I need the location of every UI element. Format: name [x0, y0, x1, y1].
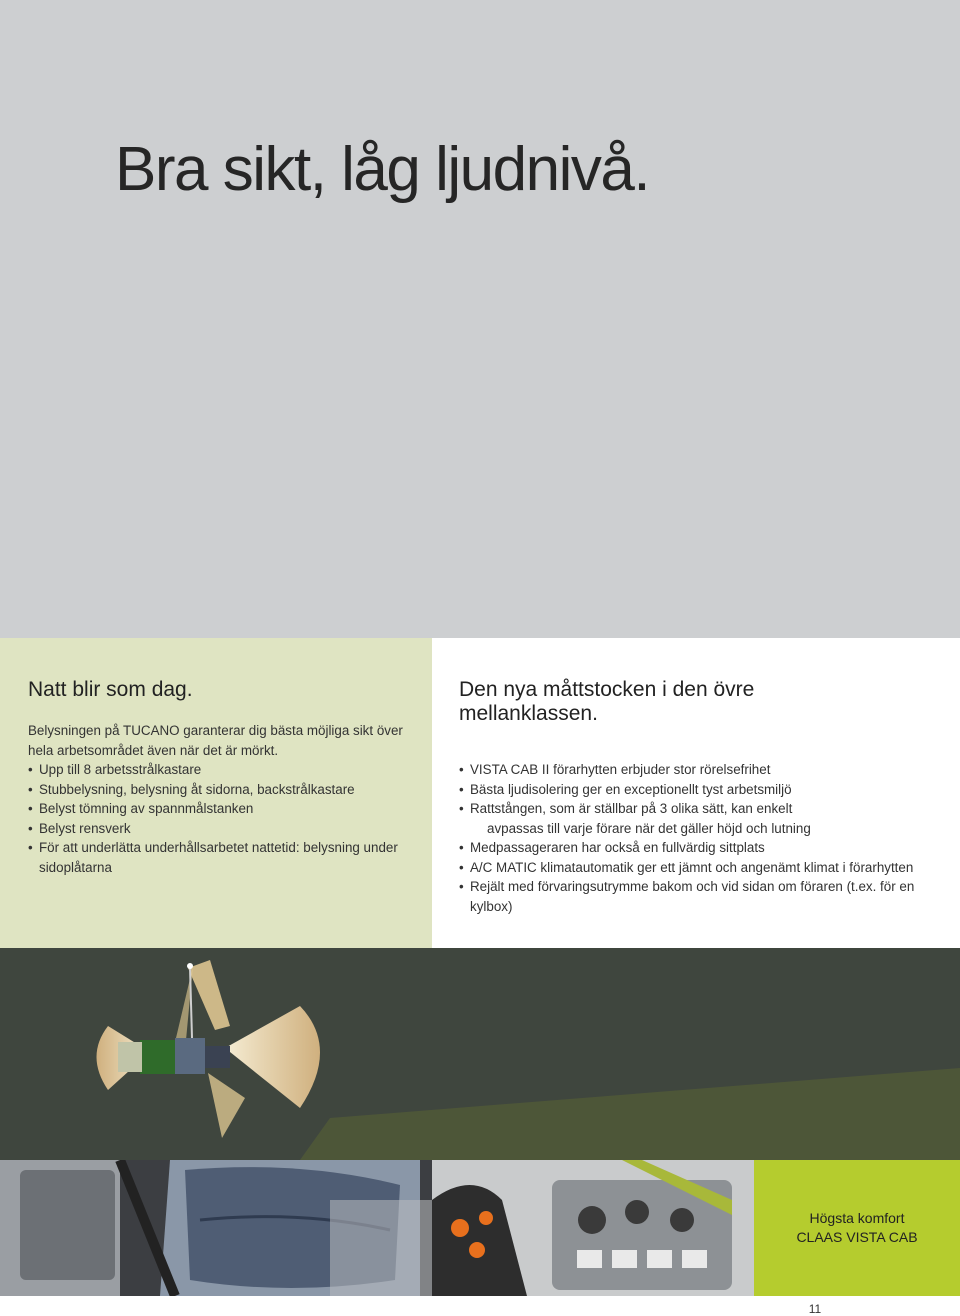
bullet-icon: • — [28, 781, 33, 797]
list-item: • A/C MATIC klimatautomatik ger ett jämnt och angenämt klimat i förarhytten — [459, 858, 929, 878]
cab-seat-illustration — [0, 1160, 432, 1296]
hero-section — [0, 0, 960, 638]
bullet-icon: • — [459, 762, 464, 777]
bullet-icon: • — [28, 820, 33, 836]
caption-line-2: CLAAS VISTA CAB — [796, 1229, 918, 1245]
joystick-illustration — [432, 1160, 754, 1296]
combine-lighting-photo — [0, 948, 960, 1160]
combine-lighting-illustration — [0, 948, 960, 1160]
lighting-heading: Natt blir som dag. — [28, 678, 193, 701]
bullet-icon: • — [459, 879, 464, 894]
list-item: • Bästa ljudisolering ger en exceptionellt tyst arbetsmiljö — [459, 780, 929, 800]
list-item: • Belyst tömning av spannmålstanken — [28, 799, 423, 819]
list-item: • VISTA CAB II förarhytten erbjuder stor rörelsefrihet — [459, 760, 929, 780]
bullet-icon: • — [459, 781, 464, 797]
cab-list — [459, 760, 929, 916]
lighting-intro: Belysningen på TUCANO garanterar dig bästa möjliga sikt över hela arbetsområdet även när det är mörkt. — [28, 723, 403, 758]
lighting-panel — [0, 638, 432, 948]
caption-line-1: Högsta komfort — [809, 1210, 905, 1226]
list-item: • Stubbelysning, belysning åt sidorna, backstrålkastare — [28, 780, 423, 800]
bullet-icon: • — [459, 859, 464, 875]
bullet-icon: • — [28, 840, 33, 855]
combine-cab — [175, 1038, 205, 1074]
list-item: • Rattstången, som är ställbar på 3 olika sätt, kan enkelt — [459, 799, 929, 819]
list-item: • Belyst rensverk — [28, 819, 423, 839]
cab-panel — [432, 638, 960, 948]
page-number: 11 — [808, 1302, 822, 1316]
page-title: Bra sikt, låg ljudnivå. — [115, 135, 650, 204]
bullet-icon: • — [459, 840, 464, 855]
list-item: • För att underlätta underhållsarbetet nattetid: belysning under sidoplåtarna — [28, 840, 398, 875]
list-item: • Upp till 8 arbetsstrålkastare — [28, 760, 423, 780]
bullet-icon: • — [28, 762, 33, 777]
joystick-photo — [432, 1160, 754, 1296]
bullet-icon: • — [459, 801, 464, 816]
bullet-icon: • — [28, 801, 33, 816]
lighting-list — [28, 760, 423, 877]
cab-seat-photo — [0, 1160, 432, 1296]
list-item-continuation: avpassas till varje förare när det gäller höjd och lutning — [487, 820, 811, 836]
comfort-caption-box — [754, 1160, 960, 1296]
list-item: • Medpassageraren har också en fullvärdig sittplats — [459, 838, 929, 858]
cab-heading: Den nya måttstocken i den övre mellanklassen. — [459, 678, 755, 725]
list-item: • Rejält med förvaringsutrymme bakom och vid sidan om föraren (t.ex. för en kylbox) — [459, 879, 915, 914]
